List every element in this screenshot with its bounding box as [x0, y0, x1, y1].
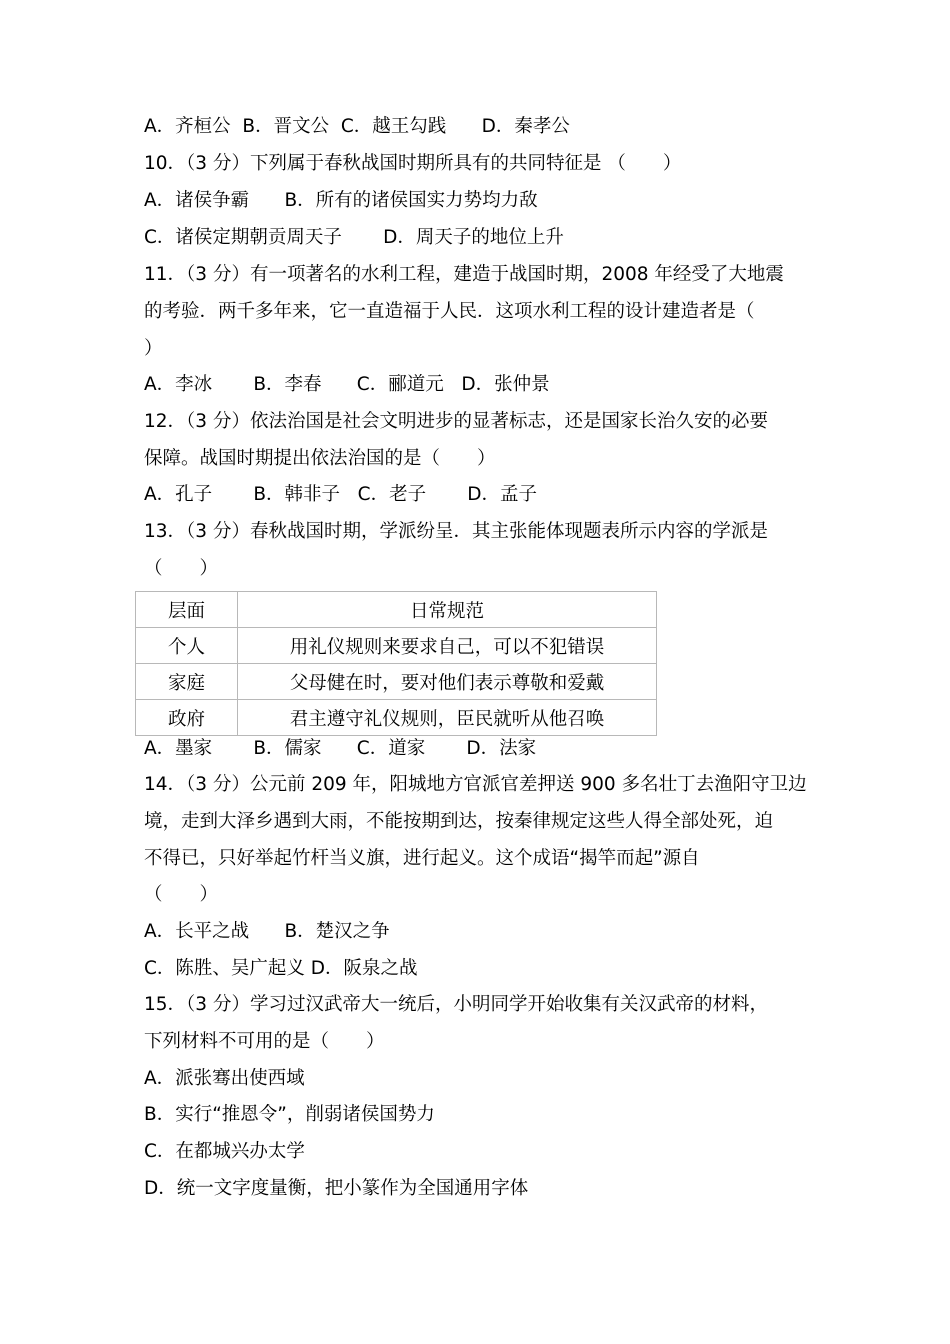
q11-stem-line3: ）	[144, 338, 163, 359]
table-cell: 政府	[136, 700, 238, 736]
table-cell: 君主遵守礼仪规则，臣民就听从他召唤	[238, 700, 657, 736]
table-header-row	[136, 592, 657, 628]
q11-stem-line2: 的考验．两千多年来，它一直造福于人民．这项水利工程的设计建造者是（	[144, 301, 755, 322]
q14-stem-line1: 14．（3 分）公元前 209 年，阳城地方官派官差押送 900 多名壮丁去渔阳守卫边	[144, 774, 807, 795]
q15-option-b: B．实行“推恩令”，削弱诸侯国势力	[144, 1104, 435, 1125]
table-row	[136, 664, 657, 700]
q9-options: A．齐桓公 B．晋文公 C．越王勾践 D．秦孝公	[144, 116, 570, 137]
table-row	[136, 700, 657, 736]
q13-table	[135, 591, 657, 736]
q13-options: A．墨家 B．儒家 C．道家 D．法家	[144, 738, 537, 759]
q14-stem-line2: 境，走到大泽乡遇到大雨，不能按期到达，按秦律规定这些人得全部处死，迫	[144, 811, 774, 832]
table-row	[136, 628, 657, 664]
q14-stem-line3: 不得已，只好举起竹杆当义旗，进行起义。这个成语“揭竿而起”源自	[144, 848, 700, 869]
q14-options-ab: A．长平之战 B．楚汉之争	[144, 921, 390, 942]
table-header-cell: 层面	[136, 592, 238, 628]
table-cell: 家庭	[136, 664, 238, 700]
q15-option-c: C．在都城兴办太学	[144, 1141, 305, 1162]
q12-stem-line1: 12．（3 分）依法治国是社会文明进步的显著标志，还是国家长治久安的必要	[144, 411, 768, 432]
table-header-cell: 日常规范	[238, 592, 657, 628]
q12-stem-line2: 保障。战国时期提出依法治国的是（ ）	[144, 448, 496, 469]
q14-stem-line4: （ ）	[144, 884, 219, 905]
q15-stem-line2: 下列材料不可用的是（ ）	[144, 1031, 385, 1052]
q10-options-ab: A．诸侯争霸 B．所有的诸侯国实力势均力敌	[144, 190, 538, 211]
q15-option-d: D．统一文字度量衡，把小篆作为全国通用字体	[144, 1178, 529, 1199]
q15-option-a: A．派张骞出使西域	[144, 1068, 305, 1089]
table-cell: 父母健在时，要对他们表示尊敬和爱戴	[238, 664, 657, 700]
q15-stem-line1: 15．（3 分）学习过汉武帝大一统后，小明同学开始收集有关汉武帝的材料，	[144, 994, 768, 1015]
q14-options-cd: C．陈胜、吴广起义 D．阪泉之战	[144, 958, 418, 979]
table-cell: 用礼仪规则来要求自己，可以不犯错误	[238, 628, 657, 664]
q10-stem: 10．（3 分）下列属于春秋战国时期所具有的共同特征是 （ ）	[144, 153, 682, 174]
table-cell: 个人	[136, 628, 238, 664]
q11-stem-line1: 11．（3 分）有一项著名的水利工程，建造于战国时期，2008 年经受了大地震	[144, 264, 784, 285]
q11-options: A．李冰 B．李春 C．郦道元 D．张仲景	[144, 374, 550, 395]
q10-options-cd: C．诸侯定期朝贡周天子 D．周天子的地位上升	[144, 227, 564, 248]
q13-stem-line1: 13．（3 分）春秋战国时期，学派纷呈．其主张能体现题表所示内容的学派是	[144, 521, 768, 542]
q12-options: A．孔子 B．韩非子 C．老子 D．孟子	[144, 484, 537, 505]
q13-stem-line2: （ ）	[144, 558, 219, 579]
